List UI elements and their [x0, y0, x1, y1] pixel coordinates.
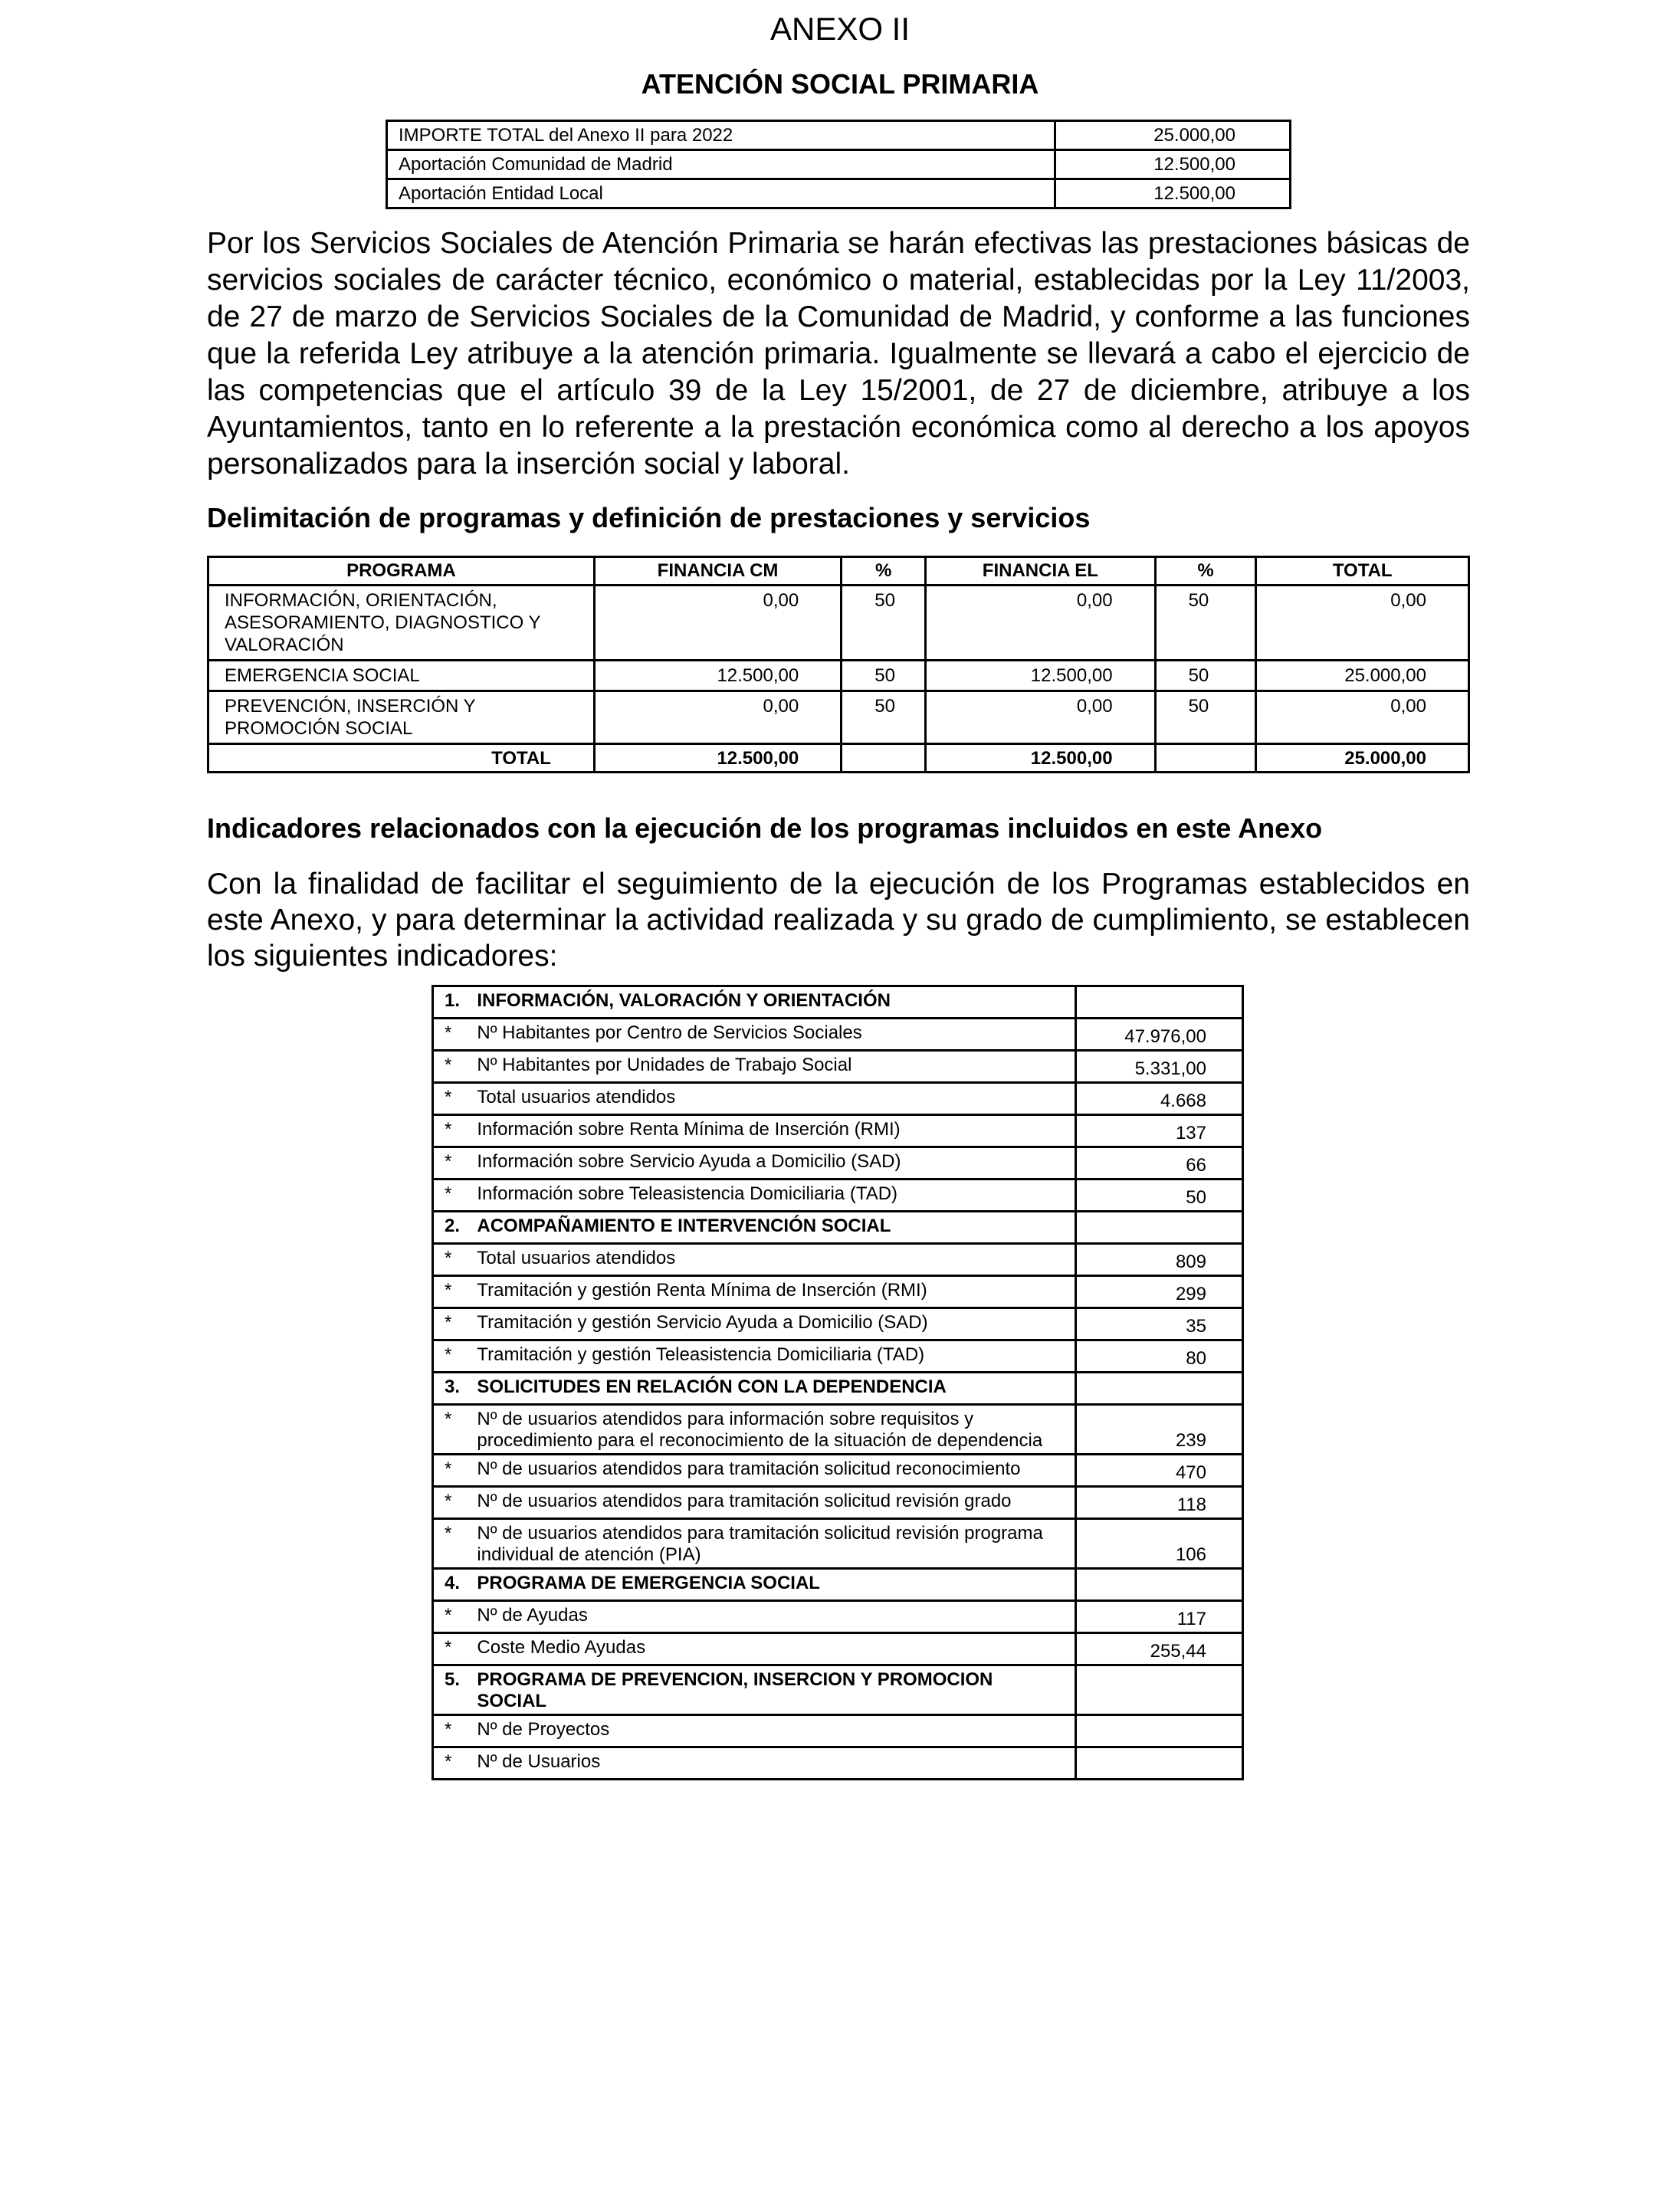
indicator-row	[433, 1601, 1243, 1633]
indicator-row	[433, 1115, 1243, 1147]
indicator-label: Tramitación y gestión Renta Mínima de Inserción (RMI)	[477, 1276, 1075, 1308]
indicator-row	[433, 1455, 1243, 1487]
indicator-value	[1076, 1715, 1243, 1747]
program-name: INFORMACIÓN, ORIENTACIÓN, ASESORAMIENTO, DIAGNOSTICO Y VALORACIÓN	[208, 586, 595, 661]
indicator-row	[433, 1747, 1243, 1780]
section-title: SOLICITUDES EN RELACIÓN CON LA DEPENDENCIA	[477, 1373, 1075, 1405]
indicator-value: 470	[1076, 1455, 1243, 1487]
section-title: PROGRAMA DE EMERGENCIA SOCIAL	[477, 1569, 1075, 1601]
indicator-row	[433, 1633, 1243, 1665]
indicator-label: Nº de usuarios atendidos para tramitación solicitud revisión programa individual de atención (PIA)	[477, 1519, 1075, 1569]
total-label: TOTAL	[208, 744, 595, 773]
indicator-label: Coste Medio Ayudas	[477, 1633, 1075, 1665]
total-row	[208, 744, 1469, 773]
indicator-value: 35	[1076, 1308, 1243, 1340]
financia-cm: 12.500,00	[594, 661, 841, 691]
column-header: %	[842, 557, 926, 586]
page-title: ATENCIÓN SOCIAL PRIMARIA	[641, 68, 1039, 100]
indicator-value: 117	[1076, 1601, 1243, 1633]
indicator-row	[433, 1244, 1243, 1276]
programs-heading: Delimitación de programas y definición de prestaciones y servicios	[207, 502, 1091, 533]
financia-el: 12.500,00	[926, 661, 1155, 691]
indicator-value: 809	[1076, 1244, 1243, 1276]
indicators-intro-paragraph: Con la finalidad de facilitar el seguimiento de la ejecución de los Programas establecidos en este Anexo, y para determinar la actividad realizada y su grado de cumplimiento, se establecen los siguientes indicadores:	[207, 868, 1470, 973]
bullet-marker: *	[433, 1487, 477, 1519]
bullet-marker: *	[433, 1019, 477, 1051]
indicator-section-row	[433, 986, 1243, 1019]
financia-el: 0,00	[926, 586, 1155, 661]
empty-cell	[842, 744, 926, 773]
amount-label: IMPORTE TOTAL del Anexo II para 2022	[387, 121, 1055, 150]
column-header: FINANCIA CM	[594, 557, 841, 586]
indicator-value	[1076, 1569, 1243, 1601]
table-row	[387, 121, 1291, 150]
indicator-value	[1076, 1747, 1243, 1780]
indicator-label: Total usuarios atendidos	[477, 1244, 1075, 1276]
section-title: PROGRAMA DE PREVENCION, INSERCION Y PROMOCION SOCIAL	[477, 1665, 1075, 1715]
indicators-table	[431, 985, 1244, 1780]
total-cm: 12.500,00	[594, 744, 841, 773]
program-total: 0,00	[1256, 691, 1469, 744]
indicator-value: 299	[1076, 1276, 1243, 1308]
table-row	[208, 691, 1469, 744]
indicator-section-row	[433, 1373, 1243, 1405]
program-name: PREVENCIÓN, INSERCIÓN Y PROMOCIÓN SOCIAL	[208, 691, 595, 744]
amount-value: 12.500,00	[1055, 150, 1291, 179]
table-row	[387, 179, 1291, 208]
bullet-marker: *	[433, 1405, 477, 1455]
bullet-marker: *	[433, 1601, 477, 1633]
amounts-table	[386, 120, 1291, 209]
indicator-row	[433, 1340, 1243, 1373]
bullet-marker: *	[433, 1083, 477, 1115]
programs-table	[207, 556, 1470, 773]
indicator-label: Total usuarios atendidos	[477, 1083, 1075, 1115]
indicator-label: Nº de usuarios atendidos para tramitación solicitud revisión grado	[477, 1487, 1075, 1519]
indicator-value	[1076, 1212, 1243, 1244]
indicator-section-row	[433, 1665, 1243, 1715]
indicator-label: Tramitación y gestión Teleasistencia Domiciliaria (TAD)	[477, 1340, 1075, 1373]
indicator-value: 47.976,00	[1076, 1019, 1243, 1051]
indicator-value: 66	[1076, 1147, 1243, 1180]
indicator-value: 4.668	[1076, 1083, 1243, 1115]
indicator-row	[433, 1051, 1243, 1083]
amount-label: Aportación Comunidad de Madrid	[387, 150, 1055, 179]
indicator-label: Nº de Usuarios	[477, 1747, 1075, 1780]
indicator-label: Nº de Ayudas	[477, 1601, 1075, 1633]
percent-cm: 50	[842, 661, 926, 691]
indicator-value	[1076, 1373, 1243, 1405]
column-header: TOTAL	[1256, 557, 1469, 586]
indicator-row	[433, 1308, 1243, 1340]
indicator-label: Información sobre Servicio Ayuda a Domicilio (SAD)	[477, 1147, 1075, 1180]
financia-cm: 0,00	[594, 691, 841, 744]
indicator-value: 137	[1076, 1115, 1243, 1147]
section-number: 5.	[433, 1665, 477, 1715]
financia-el: 0,00	[926, 691, 1155, 744]
indicator-value	[1076, 1665, 1243, 1715]
section-title: ACOMPAÑAMIENTO E INTERVENCIÓN SOCIAL	[477, 1212, 1075, 1244]
indicator-row	[433, 1519, 1243, 1569]
percent-el: 50	[1155, 661, 1256, 691]
bullet-marker: *	[433, 1244, 477, 1276]
amount-value: 12.500,00	[1055, 179, 1291, 208]
bullet-marker: *	[433, 1147, 477, 1180]
indicator-label: Información sobre Teleasistencia Domiciliaria (TAD)	[477, 1180, 1075, 1212]
bullet-marker: *	[433, 1180, 477, 1212]
indicator-section-row	[433, 1212, 1243, 1244]
indicator-value	[1076, 986, 1243, 1019]
bullet-marker: *	[433, 1051, 477, 1083]
indicator-value: 239	[1076, 1405, 1243, 1455]
indicator-value: 106	[1076, 1519, 1243, 1569]
indicator-label: Nº Habitantes por Centro de Servicios Sociales	[477, 1019, 1075, 1051]
indicator-value: 255,44	[1076, 1633, 1243, 1665]
program-name: EMERGENCIA SOCIAL	[208, 661, 595, 691]
percent-cm: 50	[842, 691, 926, 744]
percent-el: 50	[1155, 691, 1256, 744]
section-title: INFORMACIÓN, VALORACIÓN Y ORIENTACIÓN	[477, 986, 1075, 1019]
amount-label: Aportación Entidad Local	[387, 179, 1055, 208]
financia-cm: 0,00	[594, 586, 841, 661]
indicator-label: Nº de Proyectos	[477, 1715, 1075, 1747]
indicator-row	[433, 1715, 1243, 1747]
program-total: 0,00	[1256, 586, 1469, 661]
bullet-marker: *	[433, 1276, 477, 1308]
percent-cm: 50	[842, 586, 926, 661]
indicator-row	[433, 1276, 1243, 1308]
table-row	[208, 661, 1469, 691]
indicator-row	[433, 1180, 1243, 1212]
indicator-label: Nº de usuarios atendidos para información sobre requisitos y procedimiento para el reconocimiento de la situación de dependencia	[477, 1405, 1075, 1455]
indicator-row	[433, 1019, 1243, 1051]
indicator-value: 80	[1076, 1340, 1243, 1373]
indicator-section-row	[433, 1569, 1243, 1601]
total-total: 25.000,00	[1256, 744, 1469, 773]
section-number: 4.	[433, 1569, 477, 1601]
bullet-marker: *	[433, 1519, 477, 1569]
section-number: 3.	[433, 1373, 477, 1405]
indicator-value: 50	[1076, 1180, 1243, 1212]
column-header: FINANCIA EL	[926, 557, 1155, 586]
column-header: %	[1155, 557, 1256, 586]
column-header: PROGRAMA	[208, 557, 595, 586]
percent-el: 50	[1155, 586, 1256, 661]
table-row	[208, 586, 1469, 661]
indicator-row	[433, 1083, 1243, 1115]
indicator-label: Información sobre Renta Mínima de Inserción (RMI)	[477, 1115, 1075, 1147]
bullet-marker: *	[433, 1747, 477, 1780]
bullet-marker: *	[433, 1633, 477, 1665]
annex-label: ANEXO II	[769, 11, 911, 47]
intro-paragraph: Por los Servicios Sociales de Atención Primaria se harán efectivas las prestaciones básicas de servicios sociales de carácter técnico, económico o material, establecidas por la Ley 11/2003, de 27 de marzo de Servicios Sociales de la Comunidad de Madrid, y conforme a las funciones que la referida Ley atribuye a la atención primaria. Igualmente se llevará a cabo el ejercicio de las competencias que el artículo 39 de la Ley 15/2001, de 27 de diciembre, atribuye a los Ayuntamientos, tanto en lo referente a la prestación económica como al derecho a los apoyos personalizados para la inserción social y laboral.	[207, 227, 1470, 481]
indicator-row	[433, 1405, 1243, 1455]
bullet-marker: *	[433, 1308, 477, 1340]
section-number: 1.	[433, 986, 477, 1019]
indicator-label: Nº Habitantes por Unidades de Trabajo Social	[477, 1051, 1075, 1083]
section-number: 2.	[433, 1212, 477, 1244]
empty-cell	[1155, 744, 1256, 773]
program-total: 25.000,00	[1256, 661, 1469, 691]
indicator-row	[433, 1147, 1243, 1180]
indicator-label: Tramitación y gestión Servicio Ayuda a Domicilio (SAD)	[477, 1308, 1075, 1340]
table-header-row	[208, 557, 1469, 586]
bullet-marker: *	[433, 1715, 477, 1747]
bullet-marker: *	[433, 1340, 477, 1373]
indicators-heading: Indicadores relacionados con la ejecución de los programas incluidos en este Anexo	[207, 812, 1323, 844]
indicator-label: Nº de usuarios atendidos para tramitación solicitud reconocimiento	[477, 1455, 1075, 1487]
amount-value: 25.000,00	[1055, 121, 1291, 150]
bullet-marker: *	[433, 1455, 477, 1487]
bullet-marker: *	[433, 1115, 477, 1147]
total-el: 12.500,00	[926, 744, 1155, 773]
table-row	[387, 150, 1291, 179]
indicator-row	[433, 1487, 1243, 1519]
indicator-value: 5.331,00	[1076, 1051, 1243, 1083]
indicator-value: 118	[1076, 1487, 1243, 1519]
